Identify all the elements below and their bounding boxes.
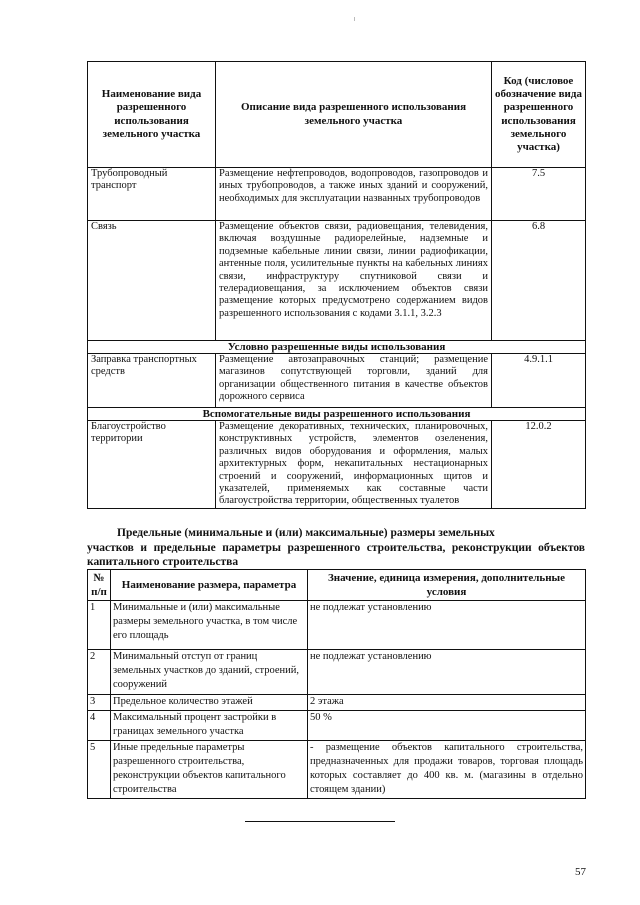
header-use-code: Код (числовое обозначение вида разрешенного использования земельного участка) bbox=[492, 62, 586, 168]
table-row bbox=[88, 421, 586, 509]
header-number: № п/п bbox=[88, 570, 111, 601]
parameter-name: Иные предельные параметры разрешенного строительства, реконструкции объектов капитального строительства bbox=[111, 741, 308, 799]
table-row bbox=[88, 695, 586, 711]
page-number: 57 bbox=[575, 866, 586, 878]
parameter-value: не подлежат установлению bbox=[308, 650, 586, 695]
limits-heading-paragraph bbox=[87, 526, 585, 570]
use-code: 12.0.2 bbox=[492, 421, 586, 509]
limits-heading-rest: участков и предельные параметры разрешенного строительства, реконструкции объектов капитального строительства bbox=[87, 541, 585, 569]
use-code: 6.8 bbox=[492, 221, 586, 341]
table-row bbox=[88, 221, 586, 341]
row-number: 3 bbox=[88, 695, 111, 711]
section-row bbox=[88, 341, 586, 354]
use-description: Размещение нефтепроводов, водопроводов, газопроводов и иных трубопроводов, а также иных зданий и сооружений, необходимых для эксплуатации названных трубопроводов bbox=[216, 168, 492, 221]
permitted-use-table bbox=[87, 61, 586, 509]
table-header-row bbox=[88, 62, 586, 168]
scan-mark bbox=[354, 17, 355, 21]
header-parameter-value: Значение, единица измерения, дополнительные условия bbox=[308, 570, 586, 601]
use-description: Размещение декоративных, технических, планировочных, конструктивных устройств, элементов озеленения, различных видов оборудования и оформления, малых архитектурных форм, некапитальных нестационарных строений и сооружений, информационных щитов и указателей, применяемых как составные части благоустройства территории, общественных туалетов bbox=[216, 421, 492, 509]
header-use-description: Описание вида разрешенного использования земельного участка bbox=[216, 62, 492, 168]
use-description: Размещение автозаправочных станций; размещение магазинов сопутствующей торговли, зданий для организации общественного питания в качестве объектов дорожного сервиса bbox=[216, 354, 492, 408]
use-name: Благоустройство территории bbox=[88, 421, 216, 509]
table-row bbox=[88, 711, 586, 741]
row-number: 1 bbox=[88, 601, 111, 650]
use-name: Связь bbox=[88, 221, 216, 341]
table-row bbox=[88, 601, 586, 650]
section-conditional-heading: Условно разрешенные виды использования bbox=[88, 341, 586, 354]
section-row bbox=[88, 408, 586, 421]
footer-divider bbox=[245, 821, 395, 822]
row-number: 5 bbox=[88, 741, 111, 799]
use-name: Трубопроводный транспорт bbox=[88, 168, 216, 221]
parameter-value: не подлежат установлению bbox=[308, 601, 586, 650]
header-parameter-name: Наименование размера, параметра bbox=[111, 570, 308, 601]
parameter-name: Максимальный процент застройки в границах земельного участка bbox=[111, 711, 308, 741]
section-auxiliary-heading: Вспомогательные виды разрешенного использования bbox=[88, 408, 586, 421]
use-code: 4.9.1.1 bbox=[492, 354, 586, 408]
limits-heading-line-1: Предельные (минимальные и (или) максимальные) размеры земельных bbox=[117, 527, 495, 539]
parameter-name: Предельное количество этажей bbox=[111, 695, 308, 711]
header-use-name: Наименование вида разрешенного использования земельного участка bbox=[88, 62, 216, 168]
table-row bbox=[88, 168, 586, 221]
limits-table bbox=[87, 569, 586, 799]
parameter-value: - размещение объектов капитального строительства, предназначенных для продажи товаров, торговая площадь которых составляет до 400 кв. м. (магазины в отдельно стоящем здании) bbox=[308, 741, 586, 799]
table-row bbox=[88, 354, 586, 408]
row-number: 2 bbox=[88, 650, 111, 695]
use-code: 7.5 bbox=[492, 168, 586, 221]
parameter-name: Минимальный отступ от границ земельных участков до зданий, строений, сооружений bbox=[111, 650, 308, 695]
table-row bbox=[88, 741, 586, 799]
parameter-value: 2 этажа bbox=[308, 695, 586, 711]
use-name: Заправка транспортных средств bbox=[88, 354, 216, 408]
table-row bbox=[88, 650, 586, 695]
use-description: Размещение объектов связи, радиовещания, телевидения, включая воздушные радиорелейные, надземные и подземные кабельные линии связи, линии радиофикации, антенные поля, усилительные пункты на кабельных линиях связи, инфраструктуру спутниковой связи и телерадиовещания, за исключением объектов связи размещение которых предусмотрено содержанием видов разрешенного использования с кодами 3.1.1, 3.2.3 bbox=[216, 221, 492, 341]
parameter-value: 50 % bbox=[308, 711, 586, 741]
table-header-row bbox=[88, 570, 586, 601]
parameter-name: Минимальные и (или) максимальные размеры земельного участка, в том числе его площадь bbox=[111, 601, 308, 650]
row-number: 4 bbox=[88, 711, 111, 741]
